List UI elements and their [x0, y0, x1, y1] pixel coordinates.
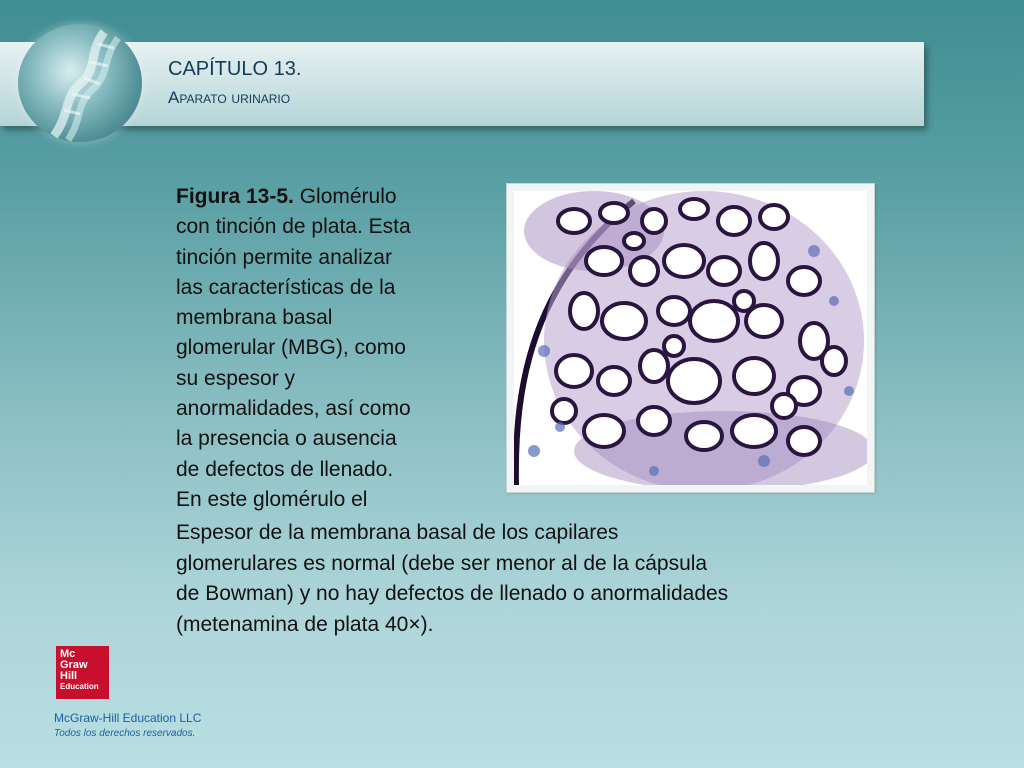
capillary-loop	[642, 209, 666, 233]
logo-text: Mc	[60, 648, 76, 660]
capillary-loop	[668, 359, 720, 403]
logo-text: Graw	[60, 659, 88, 671]
caption-line: con tinción de plata. Esta	[176, 215, 411, 239]
capillary-loop	[558, 209, 590, 233]
caption-line: Glomérulo	[293, 185, 397, 208]
capillary-loop	[640, 350, 668, 382]
caption-line: (metenamina de plata 40×).	[176, 612, 434, 636]
caption-line: Espesor de la membrana basal de los capilares	[176, 521, 619, 544]
caption-line: de defectos de llenado.	[176, 457, 394, 481]
caption-line: la presencia o ausencia	[176, 427, 397, 451]
capillary-loop	[638, 407, 670, 435]
caption-line: glomerulares es normal (debe ser menor al de la cápsula	[176, 551, 708, 575]
capillary-loop	[760, 205, 788, 229]
capillary-loop	[708, 257, 740, 285]
caption-line: su espesor y	[176, 366, 296, 390]
logo-text: Education	[60, 682, 99, 691]
capillary-loop	[630, 257, 658, 285]
caption-line: las características de la	[176, 275, 396, 299]
capillary-loop	[680, 199, 708, 219]
caption-line: membrana basal	[176, 306, 333, 330]
figure-caption	[176, 182, 472, 515]
capillary-loop	[734, 291, 754, 311]
capillary-loop	[772, 394, 796, 418]
capillary-loop	[552, 399, 576, 423]
mcgraw-hill-logo	[56, 646, 109, 699]
capillary-loop	[584, 415, 624, 447]
glomerulus-micrograph-icon	[514, 191, 867, 485]
figure-frame	[506, 183, 875, 493]
logo-text: Hill	[60, 670, 78, 682]
caption-line: anormalidades, así como	[176, 397, 411, 421]
capillary-loop	[624, 233, 644, 249]
capillary-loop	[718, 207, 750, 235]
caption-line: glomerular (MBG), como	[176, 336, 406, 360]
caption-line: de Bowman) y no hay defectos de llenado o anormalidades	[176, 582, 729, 605]
capillary-loop	[690, 301, 738, 341]
capillary-loop	[586, 247, 622, 275]
dna-globe-icon	[18, 24, 142, 142]
figure-caption-continuation	[176, 518, 876, 640]
capillary-loop	[686, 422, 722, 450]
capillary-loop	[598, 367, 630, 395]
caption-line: En este glomérulo el	[176, 487, 368, 511]
figure-label: Figura 13-5.	[176, 185, 294, 208]
footer-rights: Todos los derechos reservados.	[54, 728, 196, 739]
capillary-loop	[556, 355, 592, 387]
footer-company: McGraw-Hill Education LLC	[54, 711, 202, 725]
capillary-loop	[788, 427, 820, 455]
capillary-loop	[658, 297, 690, 325]
capillary-loop	[664, 245, 704, 277]
capillary-loop	[734, 358, 774, 394]
capillary-loop	[822, 347, 846, 375]
chapter-title: CAPÍTULO 13.	[168, 58, 302, 80]
capillary-loop	[602, 303, 646, 339]
caption-line: tinción permite analizar	[176, 245, 392, 269]
capillary-loop	[788, 267, 820, 295]
capillary-loop	[664, 336, 684, 356]
capillary-loop	[600, 203, 628, 223]
chapter-subtitle: Aparato urinario	[168, 88, 291, 107]
capillary-loop	[750, 243, 778, 279]
capillary-loop	[570, 293, 598, 329]
capillary-loop	[732, 415, 776, 447]
